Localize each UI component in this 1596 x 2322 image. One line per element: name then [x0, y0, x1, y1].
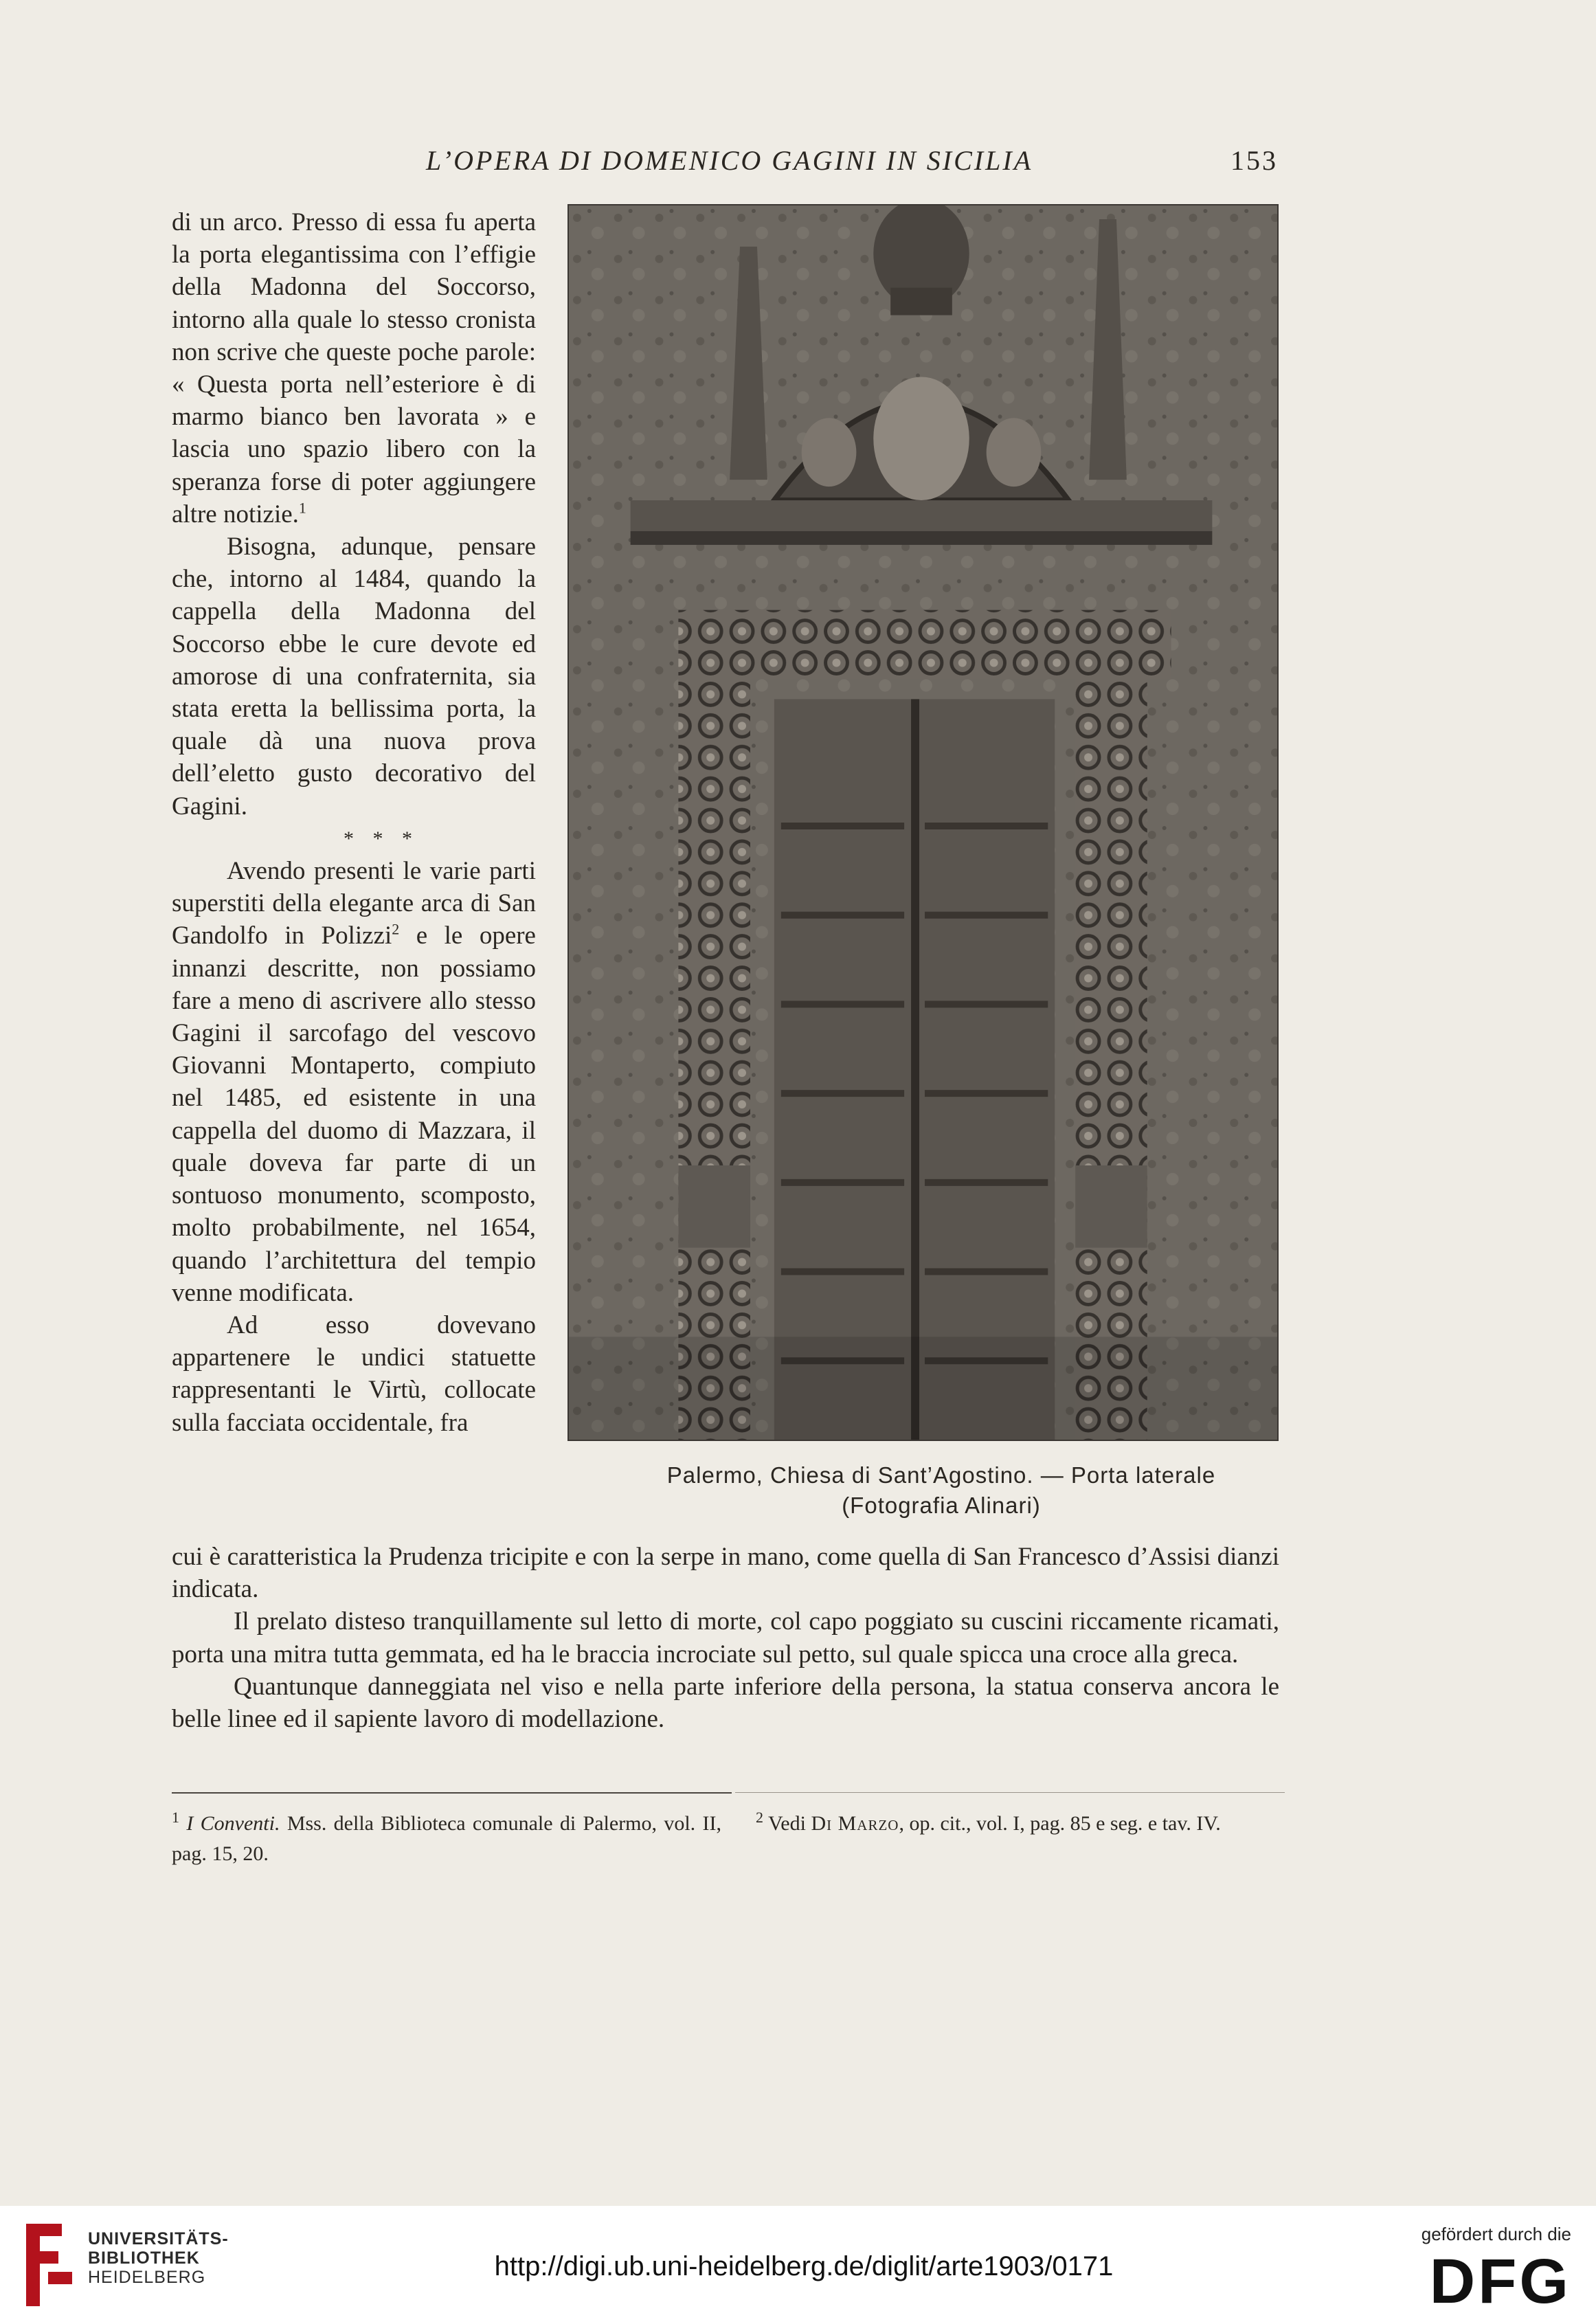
- university-library-logo-icon: [21, 2224, 76, 2306]
- portal-illustration: [569, 205, 1277, 1440]
- paragraph: Il prelato disteso tranquillamente sul letto di morte, col capo poggiato su cuscini riccamente ricamati, porta una mitra tutta gemmata, ed ha le braccia incrociate sul petto, sul quale spicca una croce alla greca.: [172, 1607, 1279, 1668]
- footnote-divider: [172, 1792, 732, 1794]
- footnote-2: $^2$ Vedi Di Marzo, op. cit., vol. I, pag. 85 e seg. e tav. IV.: [756, 1809, 1221, 1835]
- paragraph: Avendo presenti le varie parti superstiti della elegante arca di San Gandolfo in Polizzi$^2$ e le opere innanzi descritte, non possiamo fare a meno di ascrivere allo stesso Gagini il sarcofago del vescovo Giovanni Montaperto, compiuto nel 1485, ed esistente in una cappella del duomo di Mazzara, il quale doveva far parte di un sontuoso monumento, scomposto, molto probabilmente, nel 1654, quando l’architettura del tempio venne modificata.: [172, 857, 536, 1307]
- running-title: L’OPERA DI DOMENICO GAGINI IN SICILIA: [426, 145, 1033, 176]
- permalink[interactable]: http://digi.ub.uni-heidelberg.de/diglit/arte1903/0171: [494, 2251, 1114, 2281]
- figure-caption: [611, 1460, 1271, 1521]
- caption-credit: (Fotografia Alinari): [842, 1493, 1041, 1518]
- paragraph: Ad esso dovevano appartenere le undici statuette rappresentanti le Virtù, collocate sulla facciata occidentale, fra: [172, 1310, 536, 1437]
- full-width-text: [172, 1541, 1279, 1735]
- section-separator: * * *: [344, 827, 419, 850]
- funding-label: gefördert durch die: [1421, 2224, 1571, 2244]
- footnote-ref: 2: [392, 921, 400, 939]
- left-text-column: [172, 206, 536, 1439]
- paragraph: Bisogna, adunque, pensare che, intorno al 1484, quando la cappella della Madonna del Soccorso ebbe le cure devote ed amorose di una confraternita, sia stata eretta la bellissima porta, la quale dà una nuova prova dell’eletto gusto decorativo del Gagini.: [172, 533, 536, 820]
- running-header: [172, 144, 1278, 186]
- paragraph: Quantunque danneggiata nel viso e nella parte inferiore della persona, la statua conserva ancora le belle linee ed il sapiente lavoro di modellazione.: [172, 1672, 1279, 1734]
- caption-title: Palermo, Chiesa di Sant’Agostino. — Porta laterale: [666, 1462, 1216, 1488]
- footnote-1: $^1$ I Conventi. Mss. della Biblioteca comunale di Palermo, vol. II, pag. 15, 20.: [172, 1809, 721, 1865]
- dfg-logo: DFG: [1429, 2246, 1571, 2317]
- paragraph: cui è caratteristica la Prudenza tricipite e con la serpe in mano, come quella di San Francesco d’Assisi dianzi indicata.: [172, 1543, 1279, 1604]
- digitization-footer: [0, 2206, 1596, 2322]
- portal-photograph: [567, 204, 1279, 1441]
- footnote-ref: 1: [298, 499, 306, 517]
- footnote-divider-light: [735, 1792, 1285, 1793]
- page-number: 153: [1230, 145, 1278, 176]
- paragraph: di un arco. Presso di essa fu aperta la porta elegantissima con l’effigie della Madonna del Soccorso, intorno alla quale lo stesso cronista non scrive che queste poche parole: « Questa porta nell’esteriore è di marmo bianco ben lavorata » e lascia uno spazio libero con la speranza forse di poter aggiungere altre notizie.$^1$: [172, 208, 536, 528]
- university-library-name: UNIVERSITÄTS- BIBLIOTHEK HEIDELBERG: [88, 2229, 229, 2287]
